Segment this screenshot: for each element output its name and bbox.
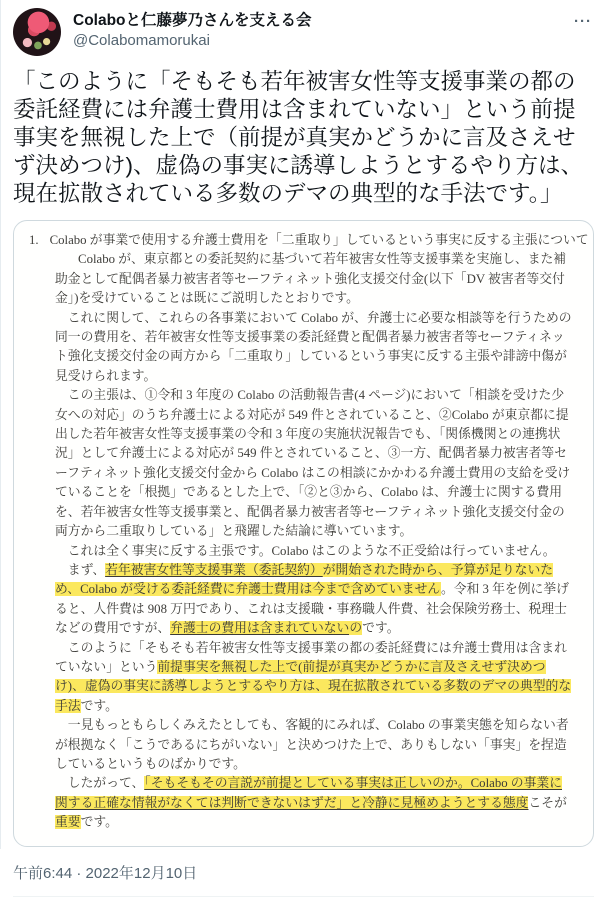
timestamp: 午前6:44 · 2022年12月10日 — [13, 864, 198, 882]
document-text: です。 — [80, 698, 118, 713]
document-paragraph — [55, 561, 573, 639]
document-paragraph — [55, 386, 573, 541]
document-paragraph — [55, 309, 573, 387]
document-text: これに関して、これらの各事業において Colabo が、弁護士に必要な相談等を行うための同一の費用を、若年被害女性等支援事業の委託経費と配偶者暴力被害者等セーフティネット強化支援交付金の両方から「二重取り」しているという事実に反する主張や誹謗中傷が見受けられます。 — [55, 310, 572, 383]
author-block[interactable] — [73, 8, 312, 51]
document-text: 一見もっともらしくみえたとしても、客観的にみれば、Colabo の事業実態を知らない者が根拠なく「こうであるにちがいない」と決めつけた上で、ありもしない「事実」を捏造しているというものばかりです。 — [55, 718, 569, 771]
highlighted-text: 「そもそもその言説が前提としている事実は正しいのか。Colabo の事業に関する正確な情報がなくては判断できないはずだ」と冷静に見極めようとする態度 — [55, 776, 562, 810]
tweet-header — [13, 6, 594, 56]
document-text: です。 — [80, 815, 118, 830]
document-paragraph — [55, 774, 573, 832]
tweet-text: 「このように「そもそも若年被害女性等支援事業の都の委託経費には弁護士費用は含まれていない」という前提事実を無視した上で（前提が真実かどうかに言及さえせず決めつけ)、虚偽の事実に誘導しようとするやり方は、現在拡散されている多数のデマの典型的な手法です。」 — [13, 69, 583, 206]
highlighted-text: 弁護士の費用は含まれていない — [170, 621, 350, 636]
document-paragraph — [55, 542, 573, 561]
highlighted-text: 若年被害女性等支援事業（委託契約） — [105, 562, 323, 577]
document-paragraph — [55, 716, 573, 774]
highlighted-text: の — [349, 621, 363, 636]
divider — [13, 896, 594, 897]
avatar[interactable] — [13, 8, 61, 56]
attached-image-card[interactable] — [13, 220, 594, 847]
document-heading-number: 1. — [29, 233, 39, 247]
document-text: この主張は、①令和 3 年度の Colabo の活動報告書(4 ページ)において「相談を受けた少女への対応」のうち弁護士による対応が 549 件とされていること、②Colabo が東京都に提出した若年被害女性等支援事業の令和 3 年度の実施状況報告でも、「関係機関との連携状況」として弁護士による対応が 549 件とされていること、③一方、配偶者暴力被害者等セーフティネット強化支援交付金から Colabo はこの相談にかかわる弁護士費用の支給を受けていることを「根拠」であるとした上で、「②と③から、Colabo は、弁護士に関する費用を、若年被害女性等支援事業と、配偶者暴力被害者等セーフティネット強化支援交付金の両方から二重取りしている」と飛躍した結論に導いています。 — [55, 388, 571, 539]
document-text: これは全く事実に反する主張です。Colabo はこのような不正受給は行っていません。 — [67, 543, 556, 558]
document-text: このように「そもそも若年被害女性等支援事業の都の委託経費には弁護士費用は含まれていない」という — [55, 640, 567, 674]
author-handle[interactable]: @Colabomamorukai — [73, 32, 210, 49]
author-display-name[interactable]: Colaboと仁藤夢乃さんを支える会 — [73, 12, 312, 29]
document-text: 。令和 3 年を例に挙げると、人件費は 908 万円であり、これは支援職・事務職人件費、社会保険労務士、税理士などの費用ですが、 — [55, 582, 569, 636]
more-icon: ··· — [574, 13, 592, 30]
highlighted-text: が開始された時から、予算が足りないため、Colabo が受ける委託経費に弁護士費用は今まで含めていません — [55, 562, 554, 597]
document-text: したがって、 — [67, 776, 145, 791]
more-button[interactable] — [574, 8, 594, 29]
document-text: です。 — [362, 621, 400, 636]
document-paragraph — [55, 250, 573, 308]
document-heading-title: Colabo が事業で使用する弁護士費用を「二重取り」しているという事実に反する主張について — [49, 233, 589, 247]
document-scan — [14, 221, 593, 846]
document-paragraph — [55, 639, 573, 717]
document-heading — [29, 231, 589, 250]
highlighted-text: 前提事実を無視した上で(前提が真実かどうかに言及さえせず決めつけ)、虚偽の事実に誘導しようとするやり方は、現在拡散されている多数のデマの典型的な手法 — [55, 659, 572, 713]
document-body — [55, 250, 573, 832]
highlighted-text: 重要 — [55, 815, 81, 830]
document-text: こそが — [528, 795, 567, 810]
document-text: まず、 — [67, 562, 106, 577]
document-text: Colabo が、東京都との委託契約に基づいて若年被害女性等支援事業を実施し、また補助金として配偶者暴力被害者等セーフティネット強化支援交付金(以下「DV 被害者等交付金」)を受けていることは既にご説明したとおりです。 — [55, 252, 567, 306]
